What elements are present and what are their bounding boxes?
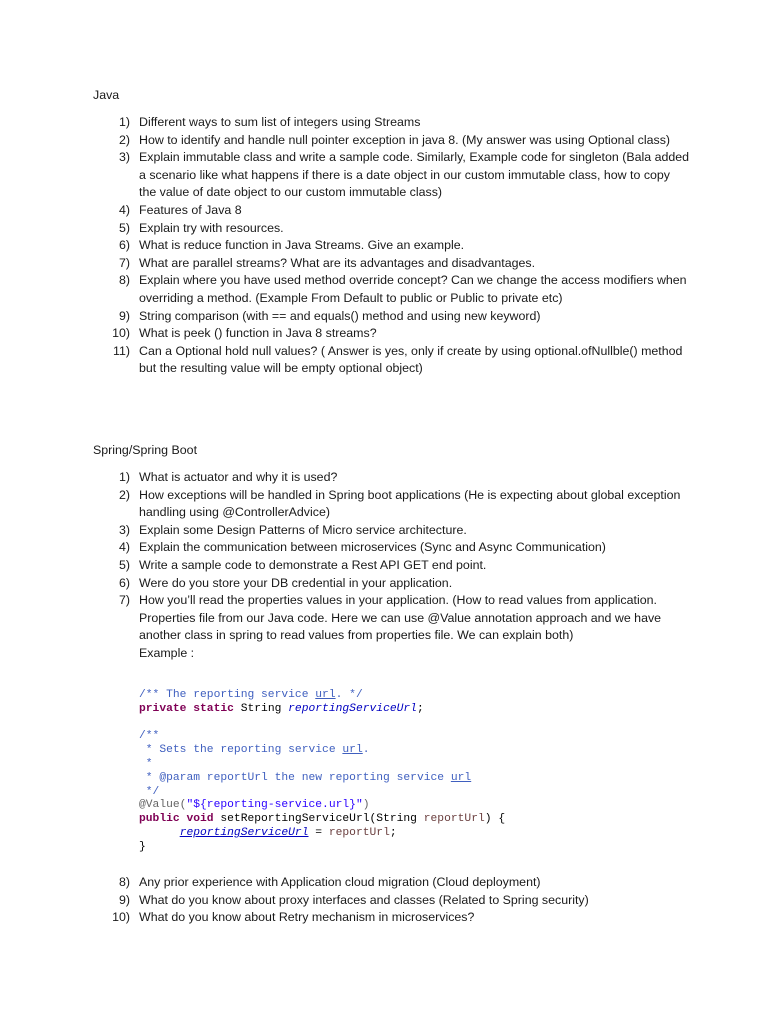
code-token: * @param reportUrl the new reporting service <box>139 771 451 784</box>
code-token: . <box>362 744 370 757</box>
spring-question-list <box>0 469 690 663</box>
code-token: public void <box>139 813 214 826</box>
code-token: reportingServiceUrl <box>288 702 417 715</box>
code-token: url <box>315 689 336 701</box>
item-number: 10) <box>112 910 130 925</box>
code-token: ; <box>389 826 397 839</box>
item-text: What is actuator and why it is used? <box>139 470 338 484</box>
item-number: 5) <box>118 220 130 235</box>
list-item <box>0 308 690 326</box>
code-token: . */ <box>335 689 363 701</box>
item-text: Explain some Design Patterns of Micro service architecture. <box>139 522 467 537</box>
item-text: What do you know about proxy interfaces and classes (Related to Spring security) <box>139 892 589 907</box>
item-number: 4) <box>118 540 130 555</box>
code-token: url <box>342 744 363 757</box>
item-text: Features of Java 8 <box>139 202 242 217</box>
item-number: 10) <box>112 326 130 341</box>
item-number: 7) <box>118 593 130 608</box>
java-question-list <box>0 114 690 378</box>
item-number: 8) <box>118 875 130 889</box>
code-token <box>139 827 180 839</box>
item-text: Were do you store your DB credential in your application. <box>139 575 453 590</box>
code-sample <box>139 689 505 855</box>
list-item <box>0 202 690 220</box>
list-item <box>0 325 690 343</box>
list-item <box>0 892 690 910</box>
code-token: @Value( <box>139 799 187 812</box>
item-number: 11) <box>113 343 130 358</box>
item-number: 8) <box>118 273 130 288</box>
code-token: /** The reporting service <box>139 689 316 701</box>
list-item <box>0 575 690 593</box>
item-text: Any prior experience with Application cloud migration (Cloud deployment) <box>139 875 541 889</box>
list-item <box>0 237 690 255</box>
item-number: 1) <box>118 470 130 484</box>
list-item <box>0 220 690 238</box>
list-item <box>0 114 690 132</box>
item-text: Write a sample code to demonstrate a Rest API GET end point. <box>139 557 487 572</box>
list-item <box>0 592 690 662</box>
code-token: * <box>139 757 153 770</box>
item-number: 2) <box>118 487 130 502</box>
list-item <box>0 149 690 202</box>
code-token: ) { <box>484 813 506 826</box>
code-token: } <box>139 840 146 853</box>
item-text: String comparison (with == and equals() method and using new keyword) <box>139 308 541 323</box>
code-token: private static <box>139 702 234 715</box>
code-token: ) <box>362 799 370 812</box>
item-number: 6) <box>118 575 130 590</box>
item-text: Different ways to sum list of integers using Streams <box>139 115 421 129</box>
spring-heading: Spring/Spring Boot <box>93 443 198 457</box>
code-token: setReportingServiceUrl(String <box>213 813 424 826</box>
list-item <box>0 539 690 557</box>
list-item <box>0 874 690 892</box>
code-token: * Sets the reporting service <box>139 744 343 757</box>
list-item <box>0 132 690 150</box>
code-token: */ <box>139 785 160 798</box>
code-token: = <box>308 826 329 839</box>
code-token: ; <box>416 702 424 715</box>
item-text: How exceptions will be handled in Spring boot applications (He is expecting about global exception handling using @ControllerAdvice) <box>139 487 681 520</box>
java-heading: Java <box>93 88 120 102</box>
item-text: Explain the communication between microservices (Sync and Async Communication) <box>139 540 606 555</box>
code-token: reportUrl <box>423 813 485 826</box>
list-item <box>0 557 690 575</box>
item-text: What do you know about Retry mechanism in microservices? <box>139 910 475 925</box>
list-item <box>0 272 690 307</box>
item-number: 9) <box>118 308 130 323</box>
item-text: Explain try with resources. <box>139 220 284 235</box>
list-item <box>0 343 690 378</box>
item-text: What is reduce function in Java Streams. Give an example. <box>139 238 465 253</box>
item-number: 2) <box>118 132 130 147</box>
item-text: What are parallel streams? What are its advantages and disadvantages. <box>139 255 536 270</box>
item-number: 3) <box>118 522 130 537</box>
list-item <box>0 909 690 927</box>
item-text: What is peek () function in Java 8 streams? <box>139 326 377 341</box>
item-text: Can a Optional hold null values? ( Answer is yes, only if create by using optional.ofNullble() method but the resulting value will be empty optional object) <box>139 343 683 376</box>
code-token: reportingServiceUrl <box>179 826 309 839</box>
item-number: 5) <box>118 557 130 572</box>
item-number: 6) <box>118 238 130 253</box>
list-item <box>0 522 690 540</box>
list-item <box>0 255 690 273</box>
item-text: Explain immutable class and write a sample code. Similarly, Example code for singleton (Bala added a scenario like what happens if there is a date object in our custom immutable class, how to copy the value of date object to our custom immutable class) <box>139 150 690 200</box>
item-number: 3) <box>118 150 130 165</box>
item-text: Explain where you have used method override concept? Can we change the access modifiers when overriding a method. (Example From Default to public or Public to private etc) <box>139 273 687 305</box>
list-item <box>0 487 690 522</box>
code-token: url <box>450 771 472 784</box>
list-item <box>0 469 690 487</box>
code-token: /** <box>139 730 160 743</box>
code-token: "${reporting-service.url}" <box>186 799 363 812</box>
item-number: 4) <box>118 202 130 217</box>
item-text: How to identify and handle null pointer exception in java 8. (My answer was using Optional class) <box>139 132 671 147</box>
code-token: reportUrl <box>328 826 390 839</box>
code-token: String <box>233 702 289 715</box>
example-label: Example : <box>139 645 195 660</box>
item-number: 1) <box>118 115 130 129</box>
item-number: 9) <box>118 892 130 907</box>
item-text: How you’ll read the properties values in your application. (How to read values from application. Properties file from our Java code. Here we can use @Value annotation approach and we have another class in spring to read values from properties file. We can explain both) <box>139 593 662 643</box>
spring-question-list-continued <box>0 874 690 927</box>
item-number: 7) <box>118 255 130 270</box>
